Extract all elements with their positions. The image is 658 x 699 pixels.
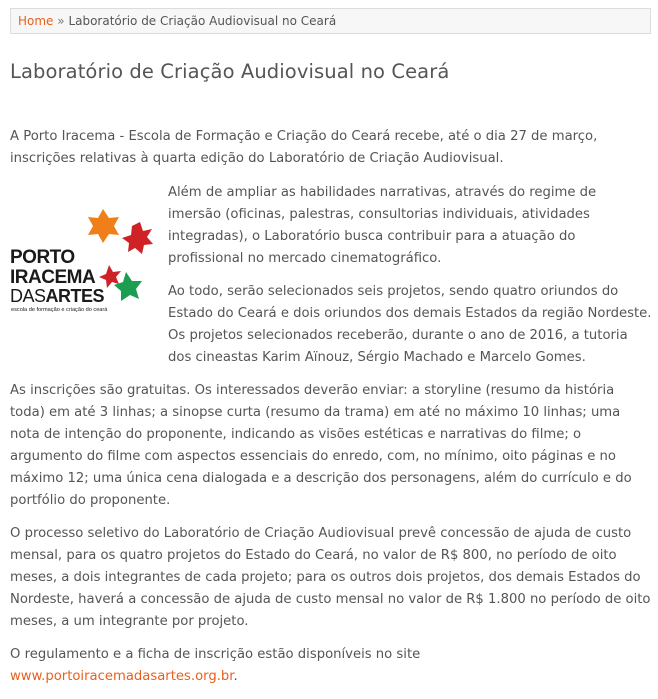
logo-orange-star (88, 209, 119, 243)
logo-green-star (114, 272, 142, 301)
site-link[interactable]: www.portoiracemadasartes.org.br (10, 669, 234, 684)
regulation-text: O regulamento e a ficha de inscrição estão disponíveis no site (10, 647, 421, 662)
breadcrumb (10, 8, 651, 34)
porto-iracema-logo (10, 182, 160, 372)
svg-text:DASARTES (10, 286, 105, 306)
article-body (10, 126, 652, 699)
page-title: Laboratório de Criação Audiovisual no Ceará (10, 60, 450, 83)
logo-text-porto: PORTO (10, 247, 75, 268)
logo-red-star (122, 222, 153, 254)
breadcrumb-current: Laboratório de Criação Audiovisual no Ceará (68, 14, 337, 28)
paragraph-financial-aid: O processo seletivo do Laboratório de Criação Audiovisual prevê concessão de ajuda de custo mensal, para os quatro projetos do Estado do Ceará, no valor de R$ 800, no período de oito meses, a dois integrantes de cada projeto; para os outros dois projetos, dos demais Estados do Nordeste, haverá a concessão de ajuda de custo mensal no valor de R$ 1.800 no período de oito meses, a um integrante por projeto. (10, 526, 651, 629)
logo-text-das: DAS (10, 286, 46, 306)
logo-text-artes: ARTES (45, 286, 105, 306)
regulation-suffix: . (233, 669, 238, 684)
breadcrumb-home-link[interactable]: Home (18, 14, 54, 28)
paragraph-intro: A Porto Iracema - Escola de Formação e Criação do Ceará recebe, até o dia 27 de março, inscrições relativas à quarta edição do Laboratório de Criação Audiovisual. (10, 129, 598, 166)
paragraph-requirements: As inscrições são gratuitas. Os interessados deverão enviar: a storyline (resumo da história toda) em até 3 linhas; a sinopse curta (resumo da trama) em até no máximo 10 linhas; uma nota de intenção do proponente, indicando as visões estéticas e narrativas do filme; o argumento do filme com aspectos essenciais do enredo, com, no mínimo, oito páginas e no máximo 12; uma única cena dialogada e a descrição dos personagens, além do currículo e do portfólio do proponente. (10, 383, 632, 508)
logo-graphic (10, 182, 160, 372)
paragraph-immersion: Além de ampliar as habilidades narrativas, através do regime de imersão (oficinas, palestras, consultorias individuais, atividades integradas), o Laboratório busca contribuir para a atuação do profissional no mercado cinematográfico. (168, 185, 597, 266)
paragraph-selection: Ao todo, serão selecionados seis projetos, sendo quatro oriundos do Estado do Ceará e dois oriundos dos demais Estados da região Nordeste. Os projetos selecionados receberão, durante o ano de 2016, a tutoria dos cineastas Karim Aïnouz, Sérgio Machado e Marcelo Gomes. (168, 284, 652, 365)
logo-tagline: escola de formação e criação do ceará (11, 307, 108, 313)
logo-text-iracema: IRACEMA (10, 267, 96, 288)
breadcrumb-separator: » (57, 14, 65, 28)
paragraph-regulation (10, 644, 652, 688)
